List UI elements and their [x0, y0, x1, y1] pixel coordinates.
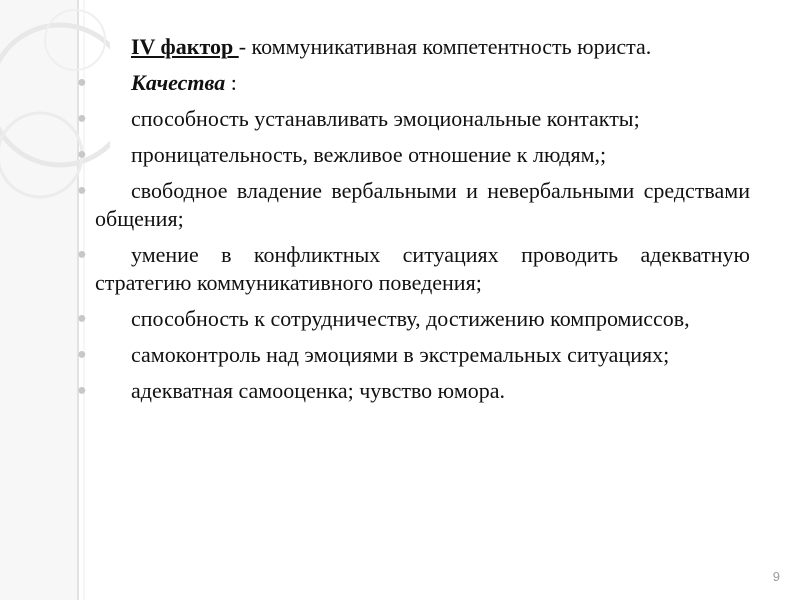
list-item: ● способность устанавливать эмоциональные контакты;	[77, 106, 640, 131]
bullet-icon: ●	[77, 74, 87, 91]
bullet-icon: ●	[77, 382, 87, 399]
page-number: 9	[772, 569, 780, 584]
factor-heading	[95, 33, 750, 61]
qualities-colon: :	[225, 70, 237, 95]
factor-description: - коммуникативная компетентность юриста.	[238, 34, 652, 59]
bullet-icon: ●	[77, 110, 87, 127]
decorative-rings	[0, 0, 110, 600]
list-item: ● умение в конфликтных ситуациях проводить адекватную стратегию коммуникативного поведения;	[77, 242, 750, 295]
bullet-icon: ●	[77, 310, 87, 327]
list-item: ● проницательность, вежливое отношение к людям,;	[77, 142, 607, 167]
bullet-icon: ●	[77, 346, 87, 363]
bullet-icon: ●	[77, 182, 87, 199]
list-item: ● способность к сотрудничеству, достижению компромиссов,	[77, 306, 690, 331]
list-item: ● адекватная самооценка; чувство юмора.	[77, 378, 506, 403]
factor-title: IV фактор	[131, 34, 239, 59]
list-item: ● самоконтроль над эмоциями в экстремальных ситуациях;	[77, 342, 670, 367]
bullet-icon: ●	[77, 146, 87, 163]
list-item: ● свободное владение вербальными и невербальными средствами общения;	[77, 178, 750, 231]
qualities-label: Качества	[131, 70, 226, 95]
content-area	[77, 33, 750, 413]
bullet-icon: ●	[77, 246, 87, 263]
qualities-heading	[77, 69, 750, 97]
